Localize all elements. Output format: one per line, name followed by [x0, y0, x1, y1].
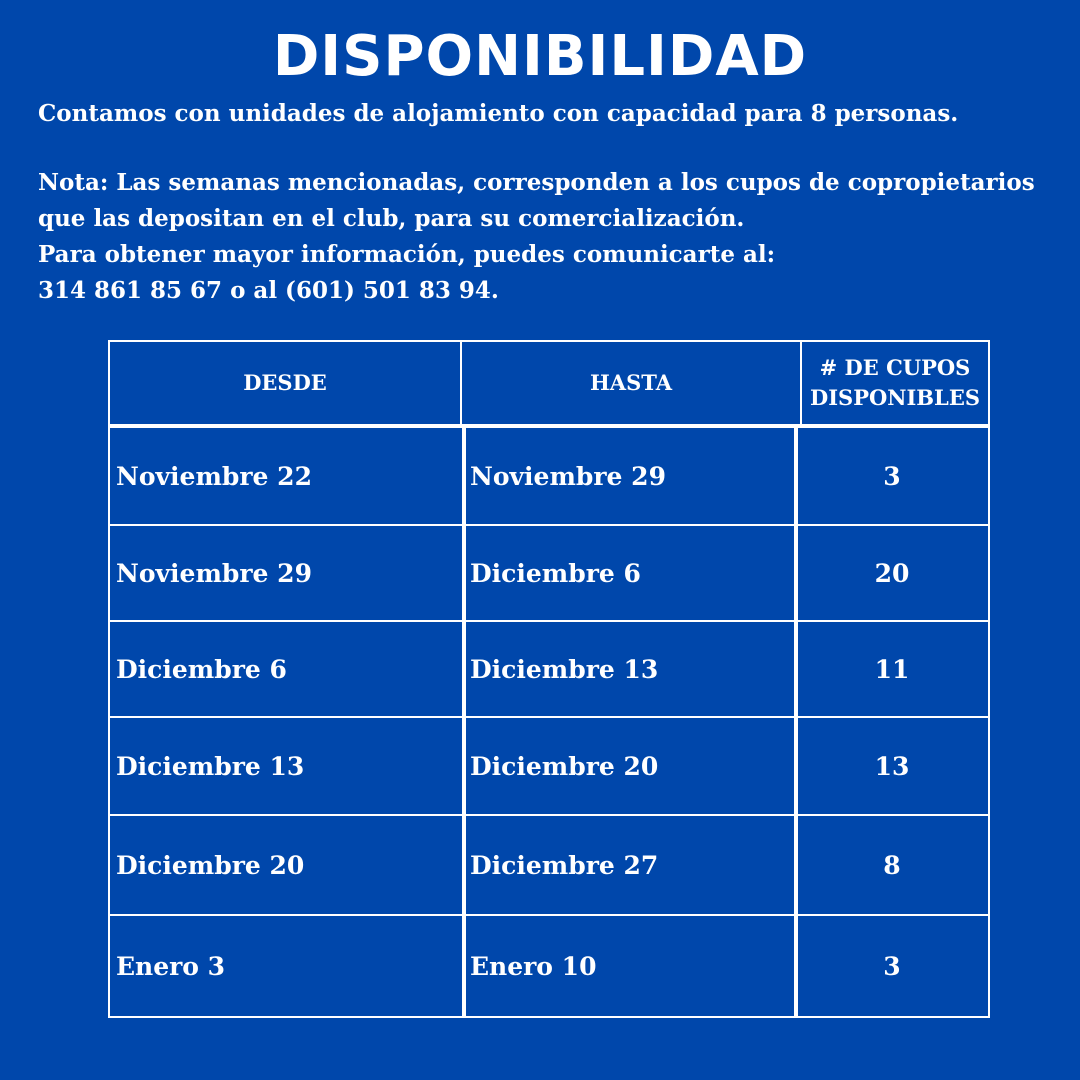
cupos-cell: 20	[794, 524, 990, 622]
hasta-cell: Diciembre 20	[462, 716, 798, 816]
intro-text: Contamos con unidades de alojamiento con capacidad para 8 personas.	[38, 100, 959, 127]
desde-cell: Diciembre 6	[108, 620, 466, 718]
cupos-cell: 11	[794, 620, 990, 718]
note-line: que las depositan en el club, para su comercialización.	[38, 205, 745, 232]
contact-phones: 314 861 85 67 o al (601) 501 83 94.	[38, 277, 499, 304]
hasta-cell: Noviembre 29	[462, 426, 798, 526]
page-title: DISPONIBILIDAD	[272, 24, 808, 89]
hasta-cell: Enero 10	[462, 914, 798, 1018]
hasta-cell: Diciembre 27	[462, 814, 798, 916]
cupos-cell: 3	[794, 914, 990, 1018]
desde-cell: Noviembre 29	[108, 524, 466, 622]
note-line: Nota: Las semanas mencionadas, corresponden a los cupos de copropietarios	[38, 169, 1035, 196]
cupos-cell: 8	[794, 814, 990, 916]
desde-cell: Diciembre 20	[108, 814, 466, 916]
header-hasta: HASTA	[460, 340, 802, 426]
cupos-cell: 13	[794, 716, 990, 816]
header-cupos: # DE CUPOS DISPONIBLES	[800, 340, 990, 426]
note-block	[38, 165, 1068, 309]
desde-cell: Noviembre 22	[108, 426, 466, 526]
note-line: Para obtener mayor información, puedes comunicarte al:	[38, 241, 776, 268]
hasta-cell: Diciembre 6	[462, 524, 798, 622]
desde-cell: Diciembre 13	[108, 716, 466, 816]
desde-cell: Enero 3	[108, 914, 466, 1018]
header-desde: DESDE	[108, 340, 462, 426]
cupos-cell: 3	[794, 426, 990, 526]
hasta-cell: Diciembre 13	[462, 620, 798, 718]
